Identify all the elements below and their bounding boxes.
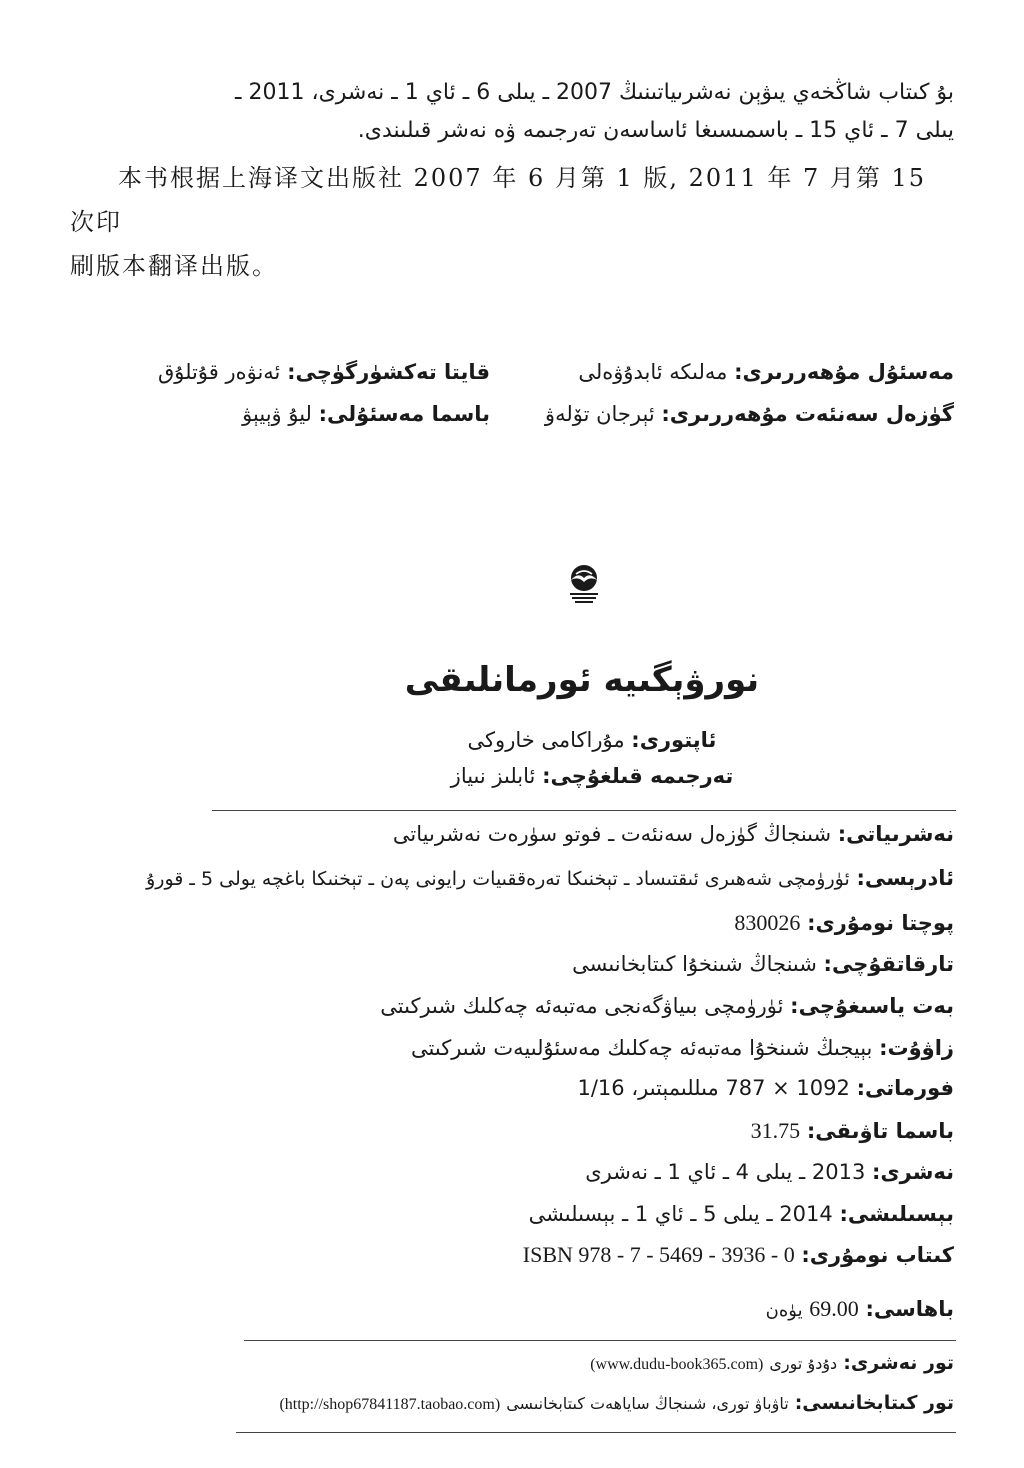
colophon-isbn [523, 1242, 954, 1268]
colophon-address [146, 866, 954, 890]
translator-name: ئابلىز نىياز [450, 764, 536, 788]
colophon-label: نەشرىياتى: [837, 822, 954, 846]
colophon-label: بېسىلىشى: [839, 1202, 954, 1226]
colophon-value: 31.75 [750, 1118, 801, 1143]
colophon-value: ئۈرۈمچى شەھىرى ئىقتىساد ـ تېخنىكا تەرەققىيات رايونى پەن ـ تېخنىكا باغچە يولى 5 ـ قورۇ [146, 868, 850, 890]
responsible-editor [578, 360, 954, 384]
online-publishing [590, 1352, 954, 1374]
online-publishing-url[interactable]: (www.dudu-book365.com) [590, 1356, 764, 1373]
review-proofreader-label: قايتا تەكشۈرگۈچى: [287, 360, 490, 384]
price [766, 1296, 954, 1322]
colophon-value: 2014 ـ يىلى 5 ـ ئاي 1 ـ بېسىلىشى [528, 1202, 833, 1226]
art-editor-name: ئېرجان تۆلەۋ [544, 402, 655, 426]
colophon-value: 2013 ـ يىلى 4 ـ ئاي 1 ـ نەشرى [585, 1160, 866, 1184]
colophon-value: شىنجاڭ گۈزەل سەنئەت ـ فوتو سۈرەت نەشرىياتى [392, 822, 832, 846]
art-editor [545, 402, 954, 426]
author-name: مۇراكامى خاروكى [467, 728, 625, 752]
review-proofreader-name: ئەنۋەر قۇتلۇق [157, 360, 281, 384]
responsible-editor-name: مەلىكە ئابدۇۋەلى [578, 360, 728, 384]
colophon-label: زاۋۇت: [879, 1036, 954, 1060]
print-supervisor [242, 402, 490, 426]
book-title: نورۋېگىيە ئورمانلىقى [404, 660, 760, 700]
colophon-label: كىتاب نومۇرى: [801, 1243, 954, 1267]
author-line [0, 728, 1024, 752]
colophon-label: تارقاتقۇچى: [823, 952, 954, 976]
translator-label: تەرجىمە قىلغۇچى: [542, 764, 734, 788]
colophon-printing [529, 1202, 954, 1226]
price-unit: يۈەن [765, 1300, 803, 1321]
notice-chinese-line2: 刷版本翻译出版。 [70, 252, 278, 280]
colophon-typesetter [380, 994, 954, 1018]
print-supervisor-label: باسما مەسئۇلى: [318, 402, 490, 426]
colophon-label: پوچتا نومۇرى: [807, 911, 954, 935]
print-supervisor-name: ليۇ ۋېيېۋ [242, 402, 312, 426]
colophon-label: بەت ياسىغۇچى: [790, 994, 954, 1018]
colophon-distributor [572, 952, 954, 976]
isbn-value: ISBN 978 - 7 - 5469 - 3936 - 0 [522, 1242, 795, 1267]
colophon-value: شىنجاڭ شىنخۇا كىتابخانىسى [572, 952, 817, 976]
author-label: ئاپتورى: [631, 728, 717, 752]
review-proofreader [158, 360, 490, 384]
price-value: 69.00 [809, 1296, 859, 1321]
publisher-logo-icon [562, 562, 606, 606]
colophon-label: نەشرى: [872, 1160, 954, 1184]
colophon-printer [411, 1036, 954, 1060]
divider-top [212, 810, 956, 811]
colophon-label: باسما تاۋىقى: [806, 1119, 954, 1143]
colophon-value: 1092 × 787 مىللىمېتىر، 1/16 [577, 1076, 850, 1100]
colophon-label: ئادرېسى: [856, 866, 954, 890]
divider-bottom-2 [236, 1432, 956, 1433]
price-label: باھاسى: [865, 1297, 954, 1321]
online-store [279, 1392, 954, 1414]
art-editor-label: گۈزەل سەنئەت مۇھەررىرى: [661, 402, 954, 426]
colophon-value: 830026 [734, 910, 801, 935]
online-store-label: تور كىتابخانىسى: [794, 1392, 954, 1414]
colophon-value: بېيجىڭ شىنخۇا مەتبەئە چەكلىك مەسئۇلىيەت شىركىتى [411, 1036, 873, 1060]
notice-uyghur-line2: يىلى 7 ـ ئاي 15 ـ باسمىسىغا ئاساسەن تەرجىمە ۋە نەشر قىلىندى. [357, 118, 954, 143]
online-store-url[interactable]: (http://shop67841187.taobao.com) [279, 1396, 501, 1413]
notice-uyghur [74, 74, 954, 150]
colophon-label: فورماتى: [856, 1076, 954, 1100]
translator-line [0, 764, 1024, 788]
colophon-format [578, 1076, 955, 1100]
online-store-name: تاۋباۋ تورى، شىنجاڭ ساياھەت كىتابخانىسى [506, 1394, 789, 1413]
colophon-postcode [734, 910, 954, 936]
online-publishing-label: تور نەشرى: [843, 1352, 954, 1374]
divider-bottom-1 [244, 1340, 956, 1341]
notice-chinese-line1: 本书根据上海译文出版社 2007 年 6 月第 1 版, 2011 年 7 月第 15 次印 [70, 164, 927, 236]
notice-chinese [70, 156, 960, 288]
colophon-publisher [393, 822, 954, 846]
responsible-editor-label: مەسئۇل مۇھەررىرى: [734, 360, 954, 384]
colophon-edition [585, 1160, 954, 1184]
colophon-print-sheets [751, 1118, 954, 1144]
notice-uyghur-line1: بۇ كىتاب شاڭخەي يىۋېن نەشرىياتىنىڭ 2007 ـ يىلى 6 ـ ئاي 1 ـ نەشرى، 2011 ـ [235, 80, 954, 105]
online-publishing-name: دۇدۇ تورى [769, 1354, 838, 1373]
colophon-value: ئۈرۈمچى بىياۋگەنجى مەتبەئە چەكلىك شىركىتى [380, 994, 784, 1018]
